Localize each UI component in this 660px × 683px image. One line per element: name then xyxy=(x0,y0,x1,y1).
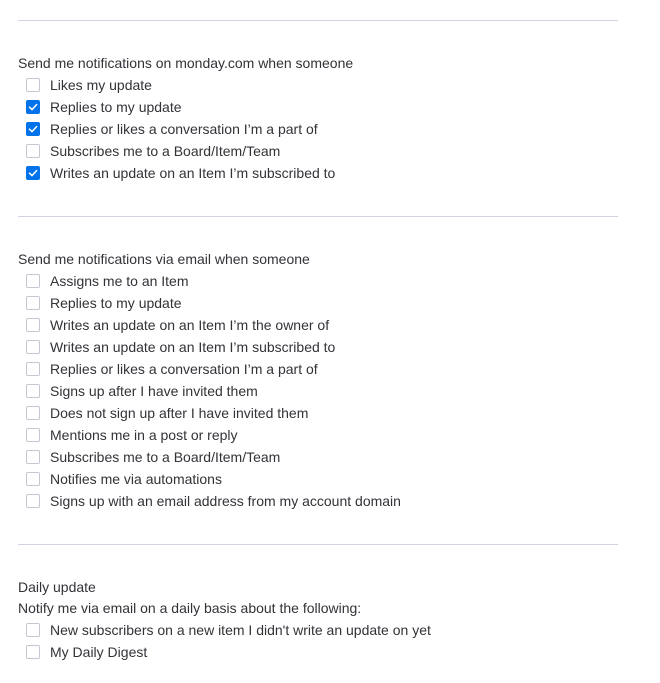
monday-option-writes-update-subscribed[interactable] xyxy=(26,162,335,184)
email-option-account-domain[interactable] xyxy=(26,490,401,512)
email-option-mentions-me[interactable] xyxy=(26,424,401,446)
checkmark-icon xyxy=(28,124,38,134)
monday-notifications-list xyxy=(26,74,335,184)
email-option-subscribes-me[interactable] xyxy=(26,446,401,468)
option-label: Subscribes me to a Board/Item/Team xyxy=(50,143,281,159)
checkbox[interactable] xyxy=(26,450,40,464)
daily-update-list xyxy=(26,619,431,663)
email-option-writes-update-owner[interactable] xyxy=(26,314,401,336)
option-label: Does not sign up after I have invited them xyxy=(50,405,309,421)
section-divider xyxy=(18,544,618,545)
email-notifications-title: Send me notifications via email when someone xyxy=(18,251,310,267)
email-option-signs-up-invited[interactable] xyxy=(26,380,401,402)
section-divider xyxy=(18,20,618,21)
option-label: Replies to my update xyxy=(50,99,182,115)
section-divider xyxy=(18,216,618,217)
option-label: Replies or likes a conversation I’m a part of xyxy=(50,121,318,137)
checkbox[interactable] xyxy=(26,296,40,310)
checkbox[interactable] xyxy=(26,472,40,486)
option-label: Signs up after I have invited them xyxy=(50,383,258,399)
option-label: Notifies me via automations xyxy=(50,471,222,487)
option-label: Replies or likes a conversation I’m a part of xyxy=(50,361,318,377)
option-label: Assigns me to an Item xyxy=(50,273,189,289)
checkmark-icon xyxy=(28,102,38,112)
monday-option-replies-update[interactable] xyxy=(26,96,335,118)
email-option-automations[interactable] xyxy=(26,468,401,490)
checkbox[interactable] xyxy=(26,144,40,158)
email-option-replies-update[interactable] xyxy=(26,292,401,314)
option-label: Replies to my update xyxy=(50,295,182,311)
daily-option-daily-digest[interactable] xyxy=(26,641,431,663)
checkmark-icon xyxy=(28,168,38,178)
checkbox[interactable] xyxy=(26,494,40,508)
email-option-replies-likes-conversation[interactable] xyxy=(26,358,401,380)
checkbox[interactable] xyxy=(26,428,40,442)
checkbox[interactable] xyxy=(26,274,40,288)
checkbox[interactable] xyxy=(26,318,40,332)
checkbox[interactable] xyxy=(26,623,40,637)
email-option-writes-update-subscribed[interactable] xyxy=(26,336,401,358)
option-label: Signs up with an email address from my account domain xyxy=(50,493,401,509)
checkbox[interactable] xyxy=(26,645,40,659)
monday-option-subscribes-me[interactable] xyxy=(26,140,335,162)
email-notifications-list xyxy=(26,270,401,512)
monday-notifications-title: Send me notifications on monday.com when someone xyxy=(18,55,354,71)
option-label: Writes an update on an Item I’m subscribed to xyxy=(50,339,336,355)
checkbox[interactable] xyxy=(26,100,40,114)
option-label: Writes an update on an Item I’m subscribed to xyxy=(50,165,336,181)
option-label: Likes my update xyxy=(50,77,152,93)
checkbox[interactable] xyxy=(26,362,40,376)
daily-option-new-subscribers[interactable] xyxy=(26,619,431,641)
daily-update-title: Daily update xyxy=(18,579,96,595)
monday-option-replies-likes-conversation[interactable] xyxy=(26,118,335,140)
email-option-not-sign-up-invited[interactable] xyxy=(26,402,401,424)
option-label: Writes an update on an Item I’m the owner of xyxy=(50,317,330,333)
option-label: Subscribes me to a Board/Item/Team xyxy=(50,449,281,465)
monday-option-likes-update[interactable] xyxy=(26,74,335,96)
email-option-assigns-me[interactable] xyxy=(26,270,401,292)
checkbox[interactable] xyxy=(26,78,40,92)
option-label: Mentions me in a post or reply xyxy=(50,427,238,443)
checkbox[interactable] xyxy=(26,166,40,180)
checkbox[interactable] xyxy=(26,340,40,354)
checkbox[interactable] xyxy=(26,122,40,136)
option-label: New subscribers on a new item I didn't write an update on yet xyxy=(50,622,431,638)
option-label: My Daily Digest xyxy=(50,644,148,660)
daily-update-subtitle: Notify me via email on a daily basis about the following: xyxy=(18,600,362,616)
checkbox[interactable] xyxy=(26,406,40,420)
checkbox[interactable] xyxy=(26,384,40,398)
